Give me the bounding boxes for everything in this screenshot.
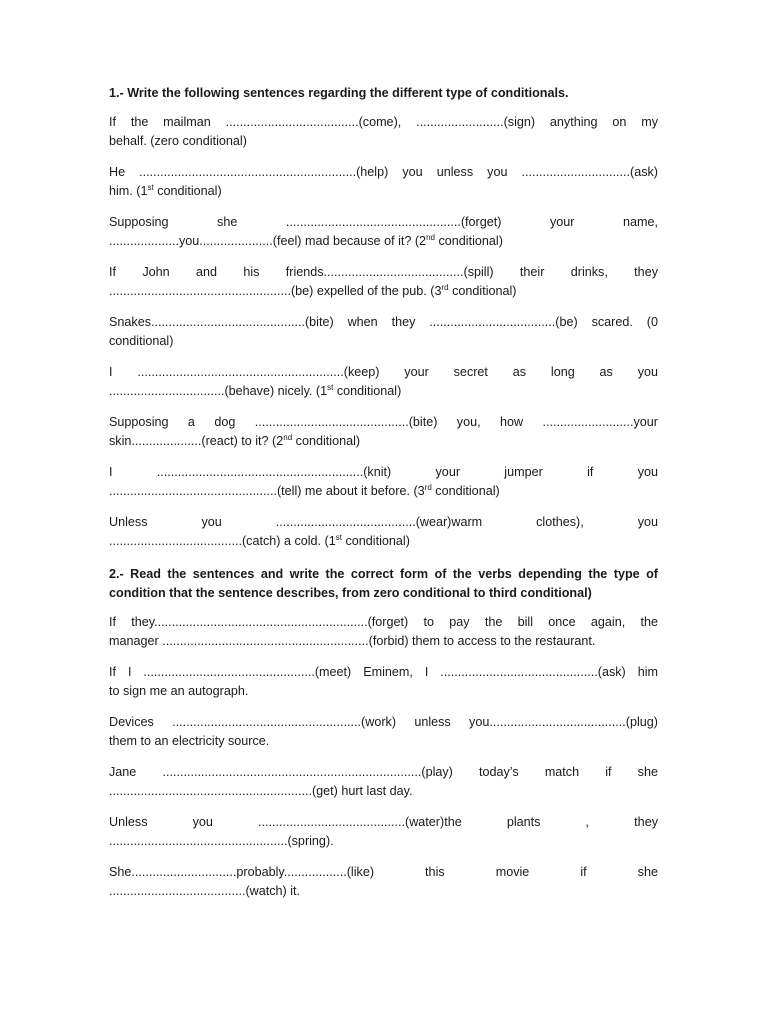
exercise-2-2: If I .................................................(meet) Eminem, I .............................................(ask) him to sign me an autograph. xyxy=(109,665,658,698)
exercise-1-5: Snakes............................................(bite) when they ....................................(be) scared. (0 conditional) xyxy=(109,315,658,348)
exercise-1-1: If the mailman ......................................(come), .........................(sign) anything on my behalf. (zero conditional) xyxy=(109,115,658,148)
exercise-2-4: Jane ..........................................................................(play) today’s match if she ..........................................................(get) hurt last day. xyxy=(109,765,658,798)
exercise-1-9: Unless you ........................................(wear)warm clothes), you ......................................(catch) a cold. (1st conditional) xyxy=(109,515,658,548)
exercise-1-7: Supposing a dog ............................................(bite) you, how ..........................your skin....................(react) to it? (2nd conditional) xyxy=(109,415,658,448)
section-1-heading: 1.- Write the following sentences regarding the different type of conditionals. xyxy=(109,86,569,100)
exercise-2-3: Devices ......................................................(work) unless you.......................................(plug) them to an electricity source. xyxy=(109,715,658,748)
exercise-1-2: He ..............................................................(help) you unless you ...............................(ask) him. (1st conditional) xyxy=(109,165,658,198)
section-2-heading: 2.- Read the sentences and write the correct form of the verbs depending the type of condition that the sentence describes, from zero conditional to third conditional) xyxy=(109,567,658,600)
exercise-2-6: She..............................probably..................(like) this movie if she .......................................(watch) it. xyxy=(109,865,658,898)
worksheet xyxy=(109,84,658,913)
exercise-2-5: Unless you ..........................................(water)the plants , they ...................................................(spring). xyxy=(109,815,658,848)
exercise-1-4: If John and his friends........................................(spill) their drinks, they ....................................................(be) expelled of the pub. (3rd conditional) xyxy=(109,265,658,298)
exercise-1-3: Supposing she ..................................................(forget) your name, ....................you.....................(feel) mad because of it? (2nd conditional) xyxy=(109,215,658,248)
exercise-2-1: If they.............................................................(forget) to pay the bill once again, the manager ...........................................................(forbid) them to access to the restaurant. xyxy=(109,615,658,648)
exercise-1-6: I ...........................................................(keep) your secret as long as you .................................(behave) nicely. (1st conditional) xyxy=(109,365,658,398)
exercise-1-8: I ...........................................................(knit) your jumper if you ................................................(tell) me about it before. (3rd conditional) xyxy=(109,465,658,498)
